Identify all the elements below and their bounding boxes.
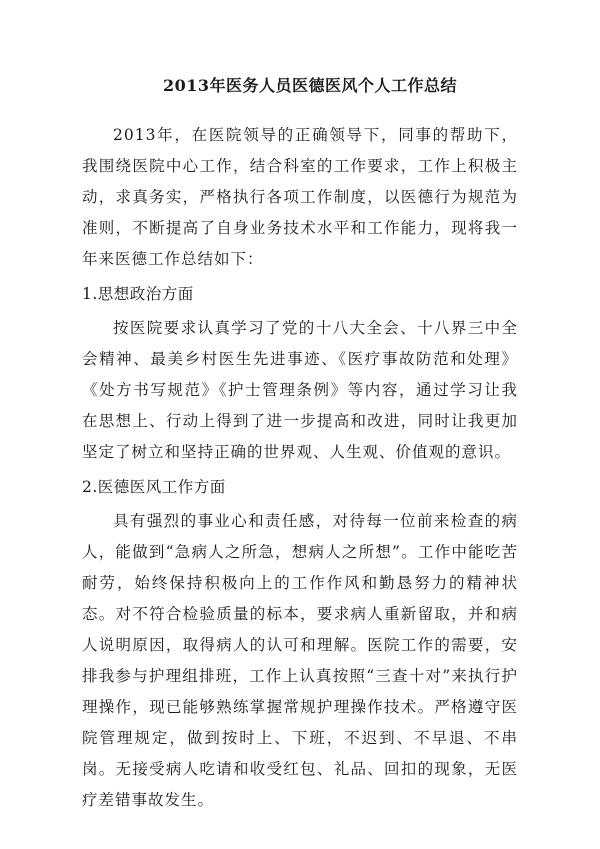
document-title: 2013年医务人员医德医风个人工作总结 <box>162 76 458 95</box>
section-heading-political: 1.思想政治方面 <box>82 285 194 303</box>
section-body-ethics: 具有强烈的事业心和责任感，对待每一位前来检查的病人，能做到“急病人之所急，想病人之所想”。工作中能吃苦耐劳，始终保持积极向上的工作作风和勤恳努力的精神状态。对不符合检验质量的标本，要求病人重新留取，并和病人说明原因，取得病人的认可和理解。医院工作的需要，安排我参与护理组排班，工作上认真按照“三查十对”来执行护理操作，现已能够熟练掌握常规护理操作技术。严格遵守医院管理规定，做到按时上、下班，不迟到、不早退、不串岗。无接受病人吃请和收受红包、礼品、回扣的现象，无医疗差错事故发生。 <box>82 512 518 809</box>
section-body-political: 按医院要求认真学习了党的十八大全会、十八界三中全会精神、最美乡村医生先进事迹、《医疗事故防范和处理》《处方书写规范》《护士管理条例》等内容，通过学习让我在思想上、行动上得到了进一步提高和改进，同时让我更加坚定了树立和坚持正确的世界观、人生观、价值观的意识。 <box>82 319 518 461</box>
section-heading-ethics: 2.医德医风工作方面 <box>82 478 226 496</box>
intro-paragraph: 2013年，在医院领导的正确领导下，同事的帮助下，我围绕医院中心工作，结合科室的工作要求，工作上积极主动，求真务实，严格执行各项工作制度，以医德行为规范为准则，不断提高了自身业务技术水平和工作能力，现将我一年来医德工作总结如下： <box>82 126 518 268</box>
